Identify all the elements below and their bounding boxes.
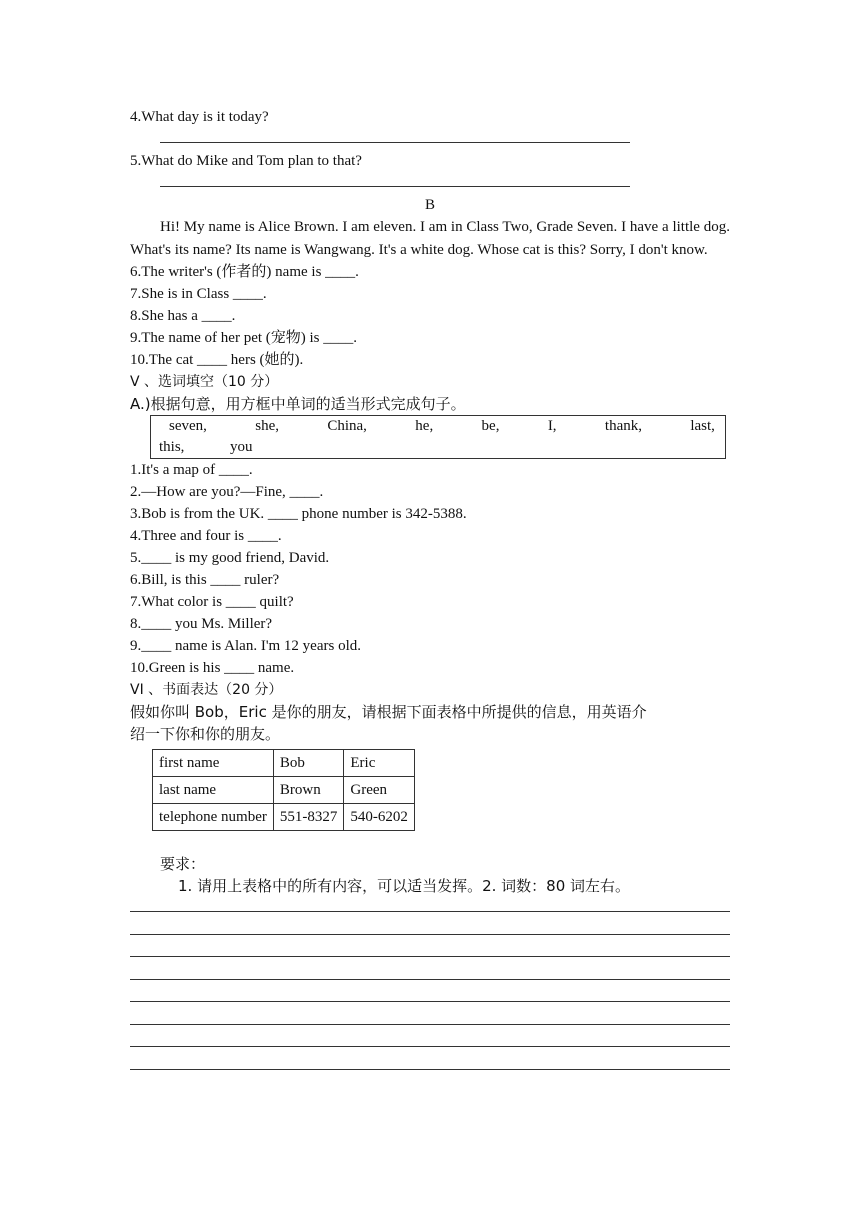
table-cell: 540-6202 xyxy=(344,804,415,831)
section-v-item: 10.Green is his ____ name. xyxy=(130,660,295,676)
section-b-item: 9.The name of her pet (宠物) is ____. xyxy=(130,330,358,346)
info-table xyxy=(152,749,415,831)
requirements-label: 要求： xyxy=(160,855,206,873)
word-bank-row xyxy=(159,437,715,458)
section-v-item: 6.Bill, is this ____ ruler? xyxy=(130,572,280,588)
writing-line xyxy=(130,920,730,943)
question-5: 5.What do Mike and Tom plan to that? xyxy=(130,153,362,169)
section-b-item: 7.She is in Class ____. xyxy=(130,286,267,302)
word-bank-word: thank, xyxy=(604,418,642,434)
table-row xyxy=(153,777,415,804)
section-v-item: 2.—How are you?—Fine, ____. xyxy=(130,484,324,500)
writing-prompt: 假如你叫 Bob，Eric 是你的朋友，请根据下面表格中所提供的信息，用英语介 xyxy=(130,703,647,721)
writing-line xyxy=(130,1010,730,1033)
word-bank-word: last, xyxy=(690,418,715,434)
table-cell: telephone number xyxy=(153,804,274,831)
section-v-item: 4.Three and four is ____. xyxy=(130,528,282,544)
section-vi-heading: VI 、书面表达（20 分） xyxy=(130,682,283,698)
writing-prompt: 绍一下你和你的朋友。 xyxy=(130,725,281,743)
word-bank-row xyxy=(159,416,715,437)
writing-line xyxy=(130,1055,730,1078)
writing-line xyxy=(130,987,730,1010)
table-cell: Brown xyxy=(273,777,344,804)
table-cell: 551-8327 xyxy=(273,804,344,831)
word-bank-word: she, xyxy=(255,418,279,434)
question-4: 4.What day is it today? xyxy=(130,109,269,125)
word-bank-word: be, xyxy=(481,418,500,434)
section-v-item: 7.What color is ____ quilt? xyxy=(130,594,294,610)
section-v-item: 8.____ you Ms. Miller? xyxy=(130,616,273,632)
requirements-text: 1. 请用上表格中的所有内容，可以适当发挥。2. 词数：80 词左右。 xyxy=(178,877,631,895)
writing-lines xyxy=(130,897,730,1077)
writing-line xyxy=(130,942,730,965)
section-v-item: 5.____ is my good friend, David. xyxy=(130,550,330,566)
table-cell: Green xyxy=(344,777,415,804)
section-v-item: 3.Bob is from the UK. ____ phone number is 342-5388. xyxy=(130,506,467,522)
table-row xyxy=(153,750,415,777)
word-bank-word: I, xyxy=(547,418,557,434)
worksheet-page xyxy=(130,106,730,1077)
table-cell: first name xyxy=(153,750,274,777)
table-row xyxy=(153,804,415,831)
word-bank-word: China, xyxy=(327,418,367,434)
section-b-item: 10.The cat ____ hers (她的). xyxy=(130,352,304,368)
answer-line xyxy=(130,172,730,194)
word-bank-word: this, xyxy=(159,439,185,455)
section-v-instruction: A.)根据句意，用方框中单词的适当形式完成句子。 xyxy=(130,395,466,413)
writing-line xyxy=(130,1032,730,1055)
section-v-item: 9.____ name is Alan. I'm 12 years old. xyxy=(130,638,361,654)
answer-line xyxy=(130,128,730,150)
table-cell: Eric xyxy=(344,750,415,777)
section-v-item: 1.It's a map of ____. xyxy=(130,462,253,478)
word-bank-word: he, xyxy=(415,418,434,434)
word-bank-word: you xyxy=(229,439,253,455)
reading-passage: Hi! My name is Alice Brown. I am eleven. I am in Class Two, Grade Seven. I have a little dog. What's its name? Its name is Wangwang. It's a white dog. Whose cat is this? Sorry, I don't know. xyxy=(130,219,730,258)
word-bank-word: seven, xyxy=(169,418,207,434)
writing-line xyxy=(130,897,730,920)
section-b-item: 8.She has a ____. xyxy=(130,308,236,324)
section-b-label: B xyxy=(424,197,435,213)
table-cell: Bob xyxy=(273,750,344,777)
section-v-heading: V 、选词填空（10 分） xyxy=(130,374,279,390)
word-bank-box xyxy=(150,415,726,459)
writing-line xyxy=(130,965,730,988)
table-cell: last name xyxy=(153,777,274,804)
section-b-item: 6.The writer's (作者的) name is ____. xyxy=(130,264,359,280)
